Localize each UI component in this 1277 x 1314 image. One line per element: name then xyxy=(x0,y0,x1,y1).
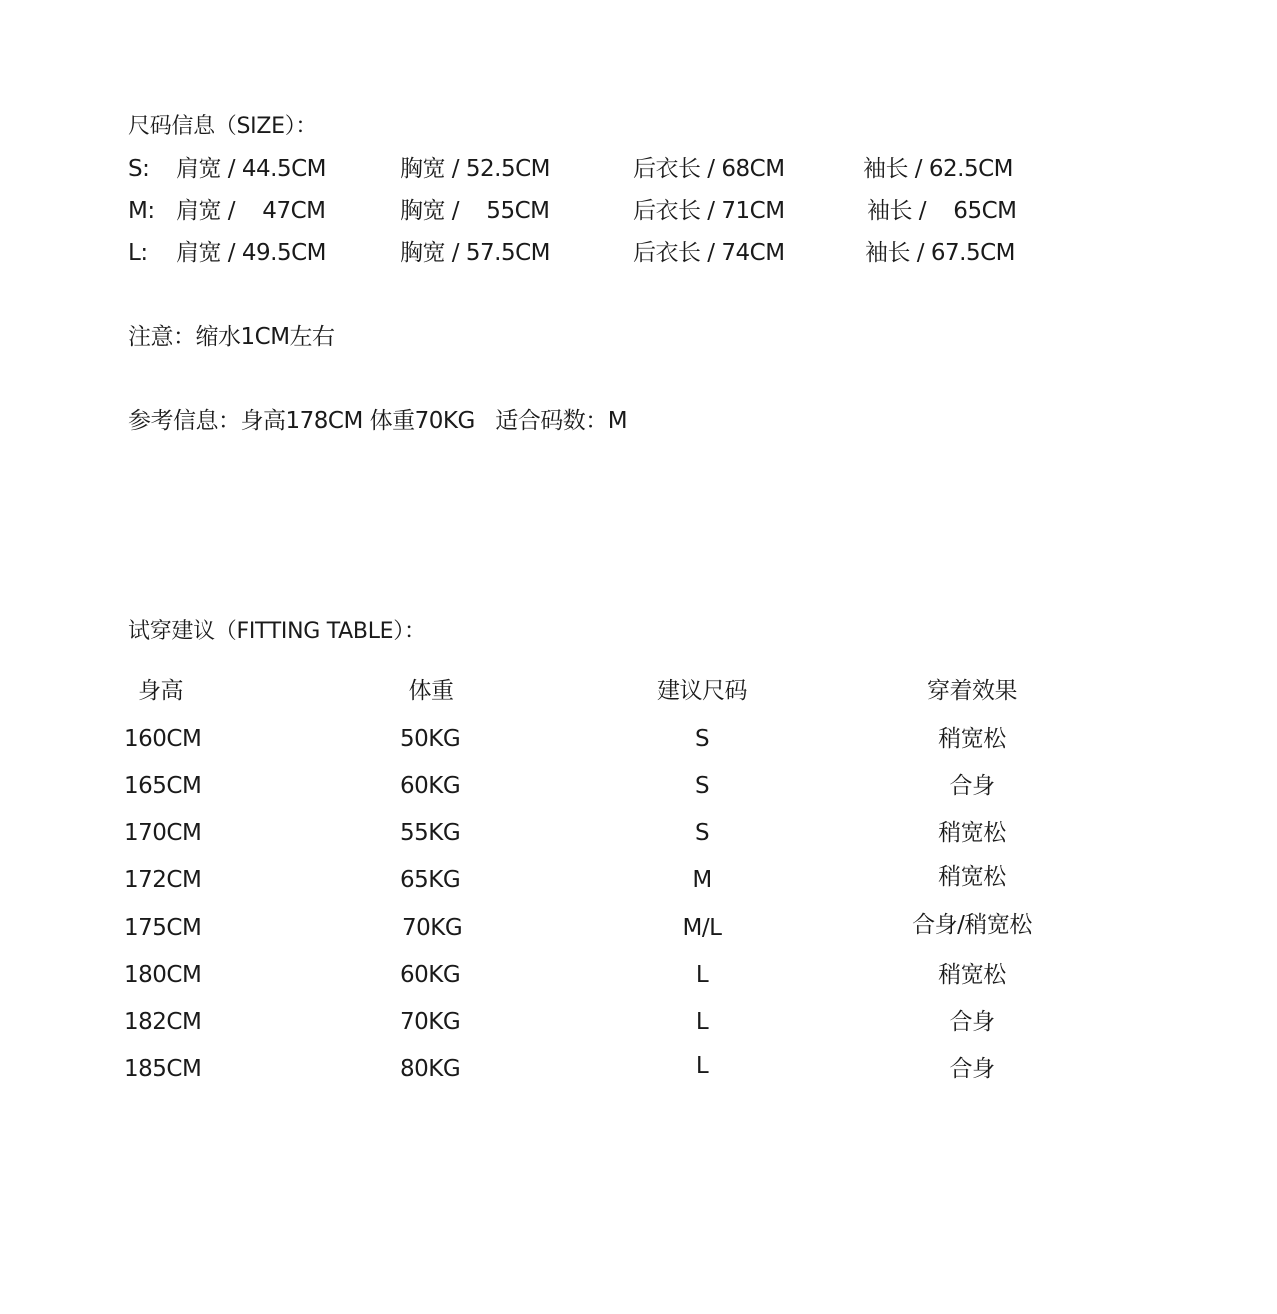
chest-width: 胸宽 / 55CM xyxy=(400,198,550,224)
header-effect: 穿着效果 xyxy=(927,678,1017,704)
fitting-table-title: 试穿建议（FITTING TABLE）： xyxy=(128,619,426,644)
cell-size: L xyxy=(695,1053,709,1079)
size-row-l xyxy=(128,239,1088,267)
cell-size: S xyxy=(694,773,710,799)
table-row xyxy=(0,1008,1277,1038)
header-weight: 体重 xyxy=(408,678,454,704)
cell-size: S xyxy=(694,726,710,752)
cell-weight: 60KG xyxy=(400,962,461,988)
cell-weight: 80KG xyxy=(400,1056,461,1082)
cell-weight: 70KG xyxy=(402,915,463,941)
table-row xyxy=(0,961,1277,991)
size-label: M: xyxy=(128,198,155,224)
cell-effect: 合身 xyxy=(949,1009,995,1035)
table-row xyxy=(0,1055,1277,1085)
cell-weight: 50KG xyxy=(400,726,461,752)
cell-weight: 60KG xyxy=(400,773,461,799)
table-row xyxy=(0,725,1277,755)
back-length: 后衣长 / 68CM xyxy=(633,156,785,182)
cell-effect: 稍宽松 xyxy=(938,726,1006,752)
cell-effect: 合身 xyxy=(949,1056,995,1082)
cell-height: 182CM xyxy=(124,1009,202,1035)
size-info-title: 尺码信息（SIZE）： xyxy=(128,114,318,139)
chest-width: 胸宽 / 57.5CM xyxy=(400,240,550,266)
reference-info: 参考信息：身高178CM 体重70KG 适合码数：M xyxy=(128,408,628,434)
cell-height: 165CM xyxy=(124,773,202,799)
fitting-table-header xyxy=(0,677,1277,707)
cell-size: S xyxy=(694,820,710,846)
table-row xyxy=(0,914,1277,944)
cell-height: 180CM xyxy=(124,962,202,988)
cell-height: 172CM xyxy=(124,867,202,893)
shrinkage-note: 注意：缩水1CM左右 xyxy=(128,324,335,350)
sleeve-length: 袖长 / 62.5CM xyxy=(863,156,1013,182)
cell-weight: 55KG xyxy=(400,820,461,846)
table-row xyxy=(0,772,1277,802)
header-height: 身高 xyxy=(138,678,183,704)
cell-size: M/L xyxy=(682,915,722,941)
shoulder-width: 肩宽 / 49.5CM xyxy=(176,240,326,266)
sleeve-length: 袖长 / 65CM xyxy=(867,198,1017,224)
header-size: 建议尺码 xyxy=(657,678,747,704)
cell-size: M xyxy=(692,867,712,893)
cell-effect: 稍宽松 xyxy=(938,820,1006,846)
cell-weight: 65KG xyxy=(400,867,461,893)
cell-effect: 稍宽松 xyxy=(938,864,1006,890)
cell-height: 175CM xyxy=(124,915,202,941)
table-row xyxy=(0,866,1277,896)
back-length: 后衣长 / 74CM xyxy=(633,240,785,266)
cell-size: L xyxy=(695,1009,709,1035)
cell-height: 160CM xyxy=(124,726,202,752)
back-length: 后衣长 / 71CM xyxy=(633,198,785,224)
sleeve-length: 袖长 / 67.5CM xyxy=(865,240,1015,266)
cell-weight: 70KG xyxy=(400,1009,461,1035)
chest-width: 胸宽 / 52.5CM xyxy=(400,156,550,182)
shoulder-width: 肩宽 / 44.5CM xyxy=(176,156,326,182)
cell-size: L xyxy=(695,962,709,988)
cell-effect: 合身/稍宽松 xyxy=(912,912,1032,938)
size-label: S: xyxy=(128,156,150,182)
size-row-s xyxy=(128,155,1088,183)
cell-height: 185CM xyxy=(124,1056,202,1082)
cell-effect: 合身 xyxy=(949,773,995,799)
cell-height: 170CM xyxy=(124,820,202,846)
table-row xyxy=(0,819,1277,849)
size-row-m xyxy=(128,197,1088,225)
shoulder-width: 肩宽 / 47CM xyxy=(176,198,326,224)
size-label: L: xyxy=(128,240,148,266)
cell-effect: 稍宽松 xyxy=(938,962,1006,988)
